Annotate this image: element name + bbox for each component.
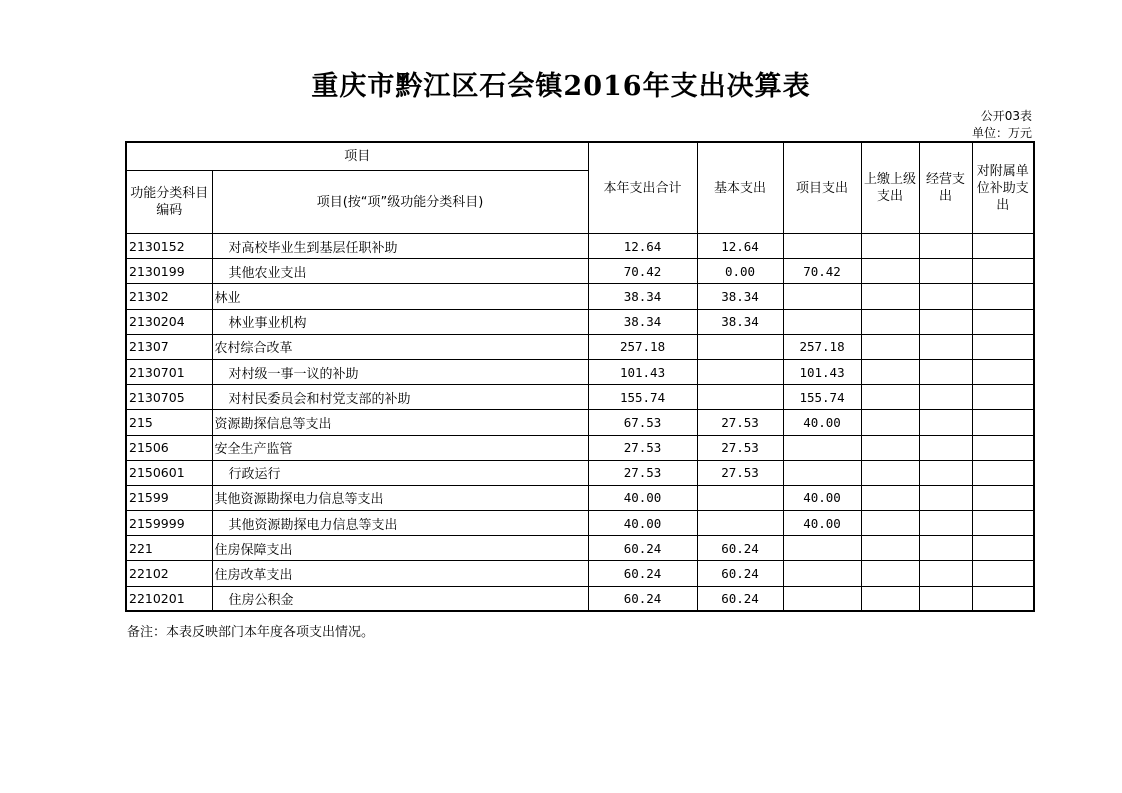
cell-name: 住房改革支出	[212, 561, 588, 586]
cell-subsidy	[972, 586, 1034, 611]
cell-project	[783, 561, 861, 586]
cell-project	[783, 284, 861, 309]
cell-code: 21599	[126, 485, 212, 510]
cell-code: 2159999	[126, 511, 212, 536]
cell-name: 住房保障支出	[212, 536, 588, 561]
cell-basic: 60.24	[697, 586, 783, 611]
cell-subsidy	[972, 284, 1034, 309]
cell-total: 12.64	[588, 234, 697, 259]
cell-business	[919, 460, 972, 485]
page-title: 重庆市黔江区石会镇2016年支出决算表	[311, 71, 811, 102]
cell-code: 21307	[126, 334, 212, 359]
cell-business	[919, 561, 972, 586]
cell-basic: 27.53	[697, 435, 783, 460]
table-row	[126, 334, 1034, 359]
cell-total: 70.42	[588, 259, 697, 284]
cell-code: 2210201	[126, 586, 212, 611]
cell-code: 215	[126, 410, 212, 435]
table-row	[126, 460, 1034, 485]
header-basic: 基本支出	[697, 142, 783, 234]
cell-name: 对村级一事一议的补助	[212, 359, 588, 384]
cell-upper	[861, 511, 919, 536]
cell-project	[783, 309, 861, 334]
cell-total: 40.00	[588, 511, 697, 536]
cell-total: 27.53	[588, 435, 697, 460]
cell-business	[919, 309, 972, 334]
table-body	[126, 234, 1034, 612]
footnote: 备注：本表反映部门本年度各项支出情况。	[127, 625, 375, 640]
cell-basic	[697, 334, 783, 359]
cell-subsidy	[972, 385, 1034, 410]
table-row	[126, 385, 1034, 410]
cell-upper	[861, 460, 919, 485]
cell-name: 其他资源勘探电力信息等支出	[212, 485, 588, 510]
cell-subsidy	[972, 536, 1034, 561]
cell-code: 2150601	[126, 460, 212, 485]
cell-name: 行政运行	[212, 460, 588, 485]
cell-project: 101.43	[783, 359, 861, 384]
cell-name: 其他资源勘探电力信息等支出	[212, 511, 588, 536]
cell-total: 40.00	[588, 485, 697, 510]
cell-project: 40.00	[783, 511, 861, 536]
cell-total: 60.24	[588, 586, 697, 611]
cell-business	[919, 234, 972, 259]
cell-upper	[861, 586, 919, 611]
table-row	[126, 435, 1034, 460]
cell-business	[919, 359, 972, 384]
header-subsidy: 对附属单位补助支出	[972, 142, 1034, 234]
cell-code: 221	[126, 536, 212, 561]
table-row	[126, 511, 1034, 536]
cell-project	[783, 536, 861, 561]
cell-subsidy	[972, 359, 1034, 384]
cell-upper	[861, 410, 919, 435]
cell-subsidy	[972, 259, 1034, 284]
cell-subsidy	[972, 485, 1034, 510]
cell-upper	[861, 561, 919, 586]
cell-basic: 27.53	[697, 410, 783, 435]
cell-basic: 60.24	[697, 561, 783, 586]
cell-project: 40.00	[783, 410, 861, 435]
cell-business	[919, 259, 972, 284]
cell-business	[919, 511, 972, 536]
cell-subsidy	[972, 460, 1034, 485]
cell-name: 住房公积金	[212, 586, 588, 611]
cell-basic	[697, 359, 783, 384]
cell-basic	[697, 385, 783, 410]
cell-name: 其他农业支出	[212, 259, 588, 284]
table-row	[126, 284, 1034, 309]
cell-name: 对村民委员会和村党支部的补助	[212, 385, 588, 410]
cell-subsidy	[972, 309, 1034, 334]
cell-total: 257.18	[588, 334, 697, 359]
header-upper: 上缴上级支出	[861, 142, 919, 234]
cell-name: 林业事业机构	[212, 309, 588, 334]
cell-name: 资源勘探信息等支出	[212, 410, 588, 435]
cell-business	[919, 586, 972, 611]
cell-subsidy	[972, 334, 1034, 359]
cell-total: 38.34	[588, 309, 697, 334]
cell-project: 257.18	[783, 334, 861, 359]
cell-business	[919, 284, 972, 309]
cell-basic: 12.64	[697, 234, 783, 259]
cell-subsidy	[972, 511, 1034, 536]
cell-code: 2130701	[126, 359, 212, 384]
cell-total: 38.34	[588, 284, 697, 309]
cell-upper	[861, 309, 919, 334]
cell-basic	[697, 511, 783, 536]
cell-upper	[861, 259, 919, 284]
table-row	[126, 586, 1034, 611]
cell-upper	[861, 435, 919, 460]
table-row	[126, 234, 1034, 259]
cell-project: 70.42	[783, 259, 861, 284]
cell-project	[783, 586, 861, 611]
cell-project	[783, 234, 861, 259]
cell-subsidy	[972, 435, 1034, 460]
header-business: 经营支出	[919, 142, 972, 234]
cell-upper	[861, 334, 919, 359]
cell-total: 155.74	[588, 385, 697, 410]
cell-total: 67.53	[588, 410, 697, 435]
cell-code: 2130152	[126, 234, 212, 259]
header-name: 项目(按“项”级功能分类科目)	[212, 171, 588, 234]
cell-subsidy	[972, 410, 1034, 435]
cell-business	[919, 410, 972, 435]
cell-total: 101.43	[588, 359, 697, 384]
cell-total: 60.24	[588, 561, 697, 586]
cell-project	[783, 435, 861, 460]
cell-project	[783, 460, 861, 485]
cell-name: 林业	[212, 284, 588, 309]
header-code: 功能分类科目编码	[126, 171, 212, 234]
table-row	[126, 410, 1034, 435]
cell-business	[919, 385, 972, 410]
cell-name: 农村综合改革	[212, 334, 588, 359]
cell-total: 27.53	[588, 460, 697, 485]
cell-subsidy	[972, 561, 1034, 586]
cell-code: 21302	[126, 284, 212, 309]
table-row	[126, 536, 1034, 561]
cell-basic: 38.34	[697, 284, 783, 309]
cell-basic: 0.00	[697, 259, 783, 284]
table-row	[126, 259, 1034, 284]
expenditure-table	[125, 141, 1035, 612]
cell-name: 对高校毕业生到基层任职补助	[212, 234, 588, 259]
cell-code: 2130204	[126, 309, 212, 334]
cell-basic: 38.34	[697, 309, 783, 334]
cell-basic	[697, 485, 783, 510]
cell-code: 2130705	[126, 385, 212, 410]
cell-code: 22102	[126, 561, 212, 586]
table-row	[126, 359, 1034, 384]
cell-code: 2130199	[126, 259, 212, 284]
cell-project: 155.74	[783, 385, 861, 410]
cell-business	[919, 334, 972, 359]
cell-subsidy	[972, 234, 1034, 259]
cell-upper	[861, 385, 919, 410]
cell-upper	[861, 284, 919, 309]
cell-total: 60.24	[588, 536, 697, 561]
table-row	[126, 561, 1034, 586]
cell-business	[919, 536, 972, 561]
unit-label: 单位：万元	[971, 126, 1032, 140]
cell-project: 40.00	[783, 485, 861, 510]
cell-upper	[861, 234, 919, 259]
cell-business	[919, 485, 972, 510]
form-code: 公开03表	[980, 109, 1032, 123]
header-project-group: 项目	[126, 142, 588, 171]
header-total: 本年支出合计	[588, 142, 697, 234]
cell-business	[919, 435, 972, 460]
table-row	[126, 485, 1034, 510]
cell-upper	[861, 359, 919, 384]
cell-name: 安全生产监管	[212, 435, 588, 460]
table-row	[126, 309, 1034, 334]
header-project: 项目支出	[783, 142, 861, 234]
cell-upper	[861, 536, 919, 561]
cell-code: 21506	[126, 435, 212, 460]
cell-basic: 27.53	[697, 460, 783, 485]
cell-upper	[861, 485, 919, 510]
cell-basic: 60.24	[697, 536, 783, 561]
